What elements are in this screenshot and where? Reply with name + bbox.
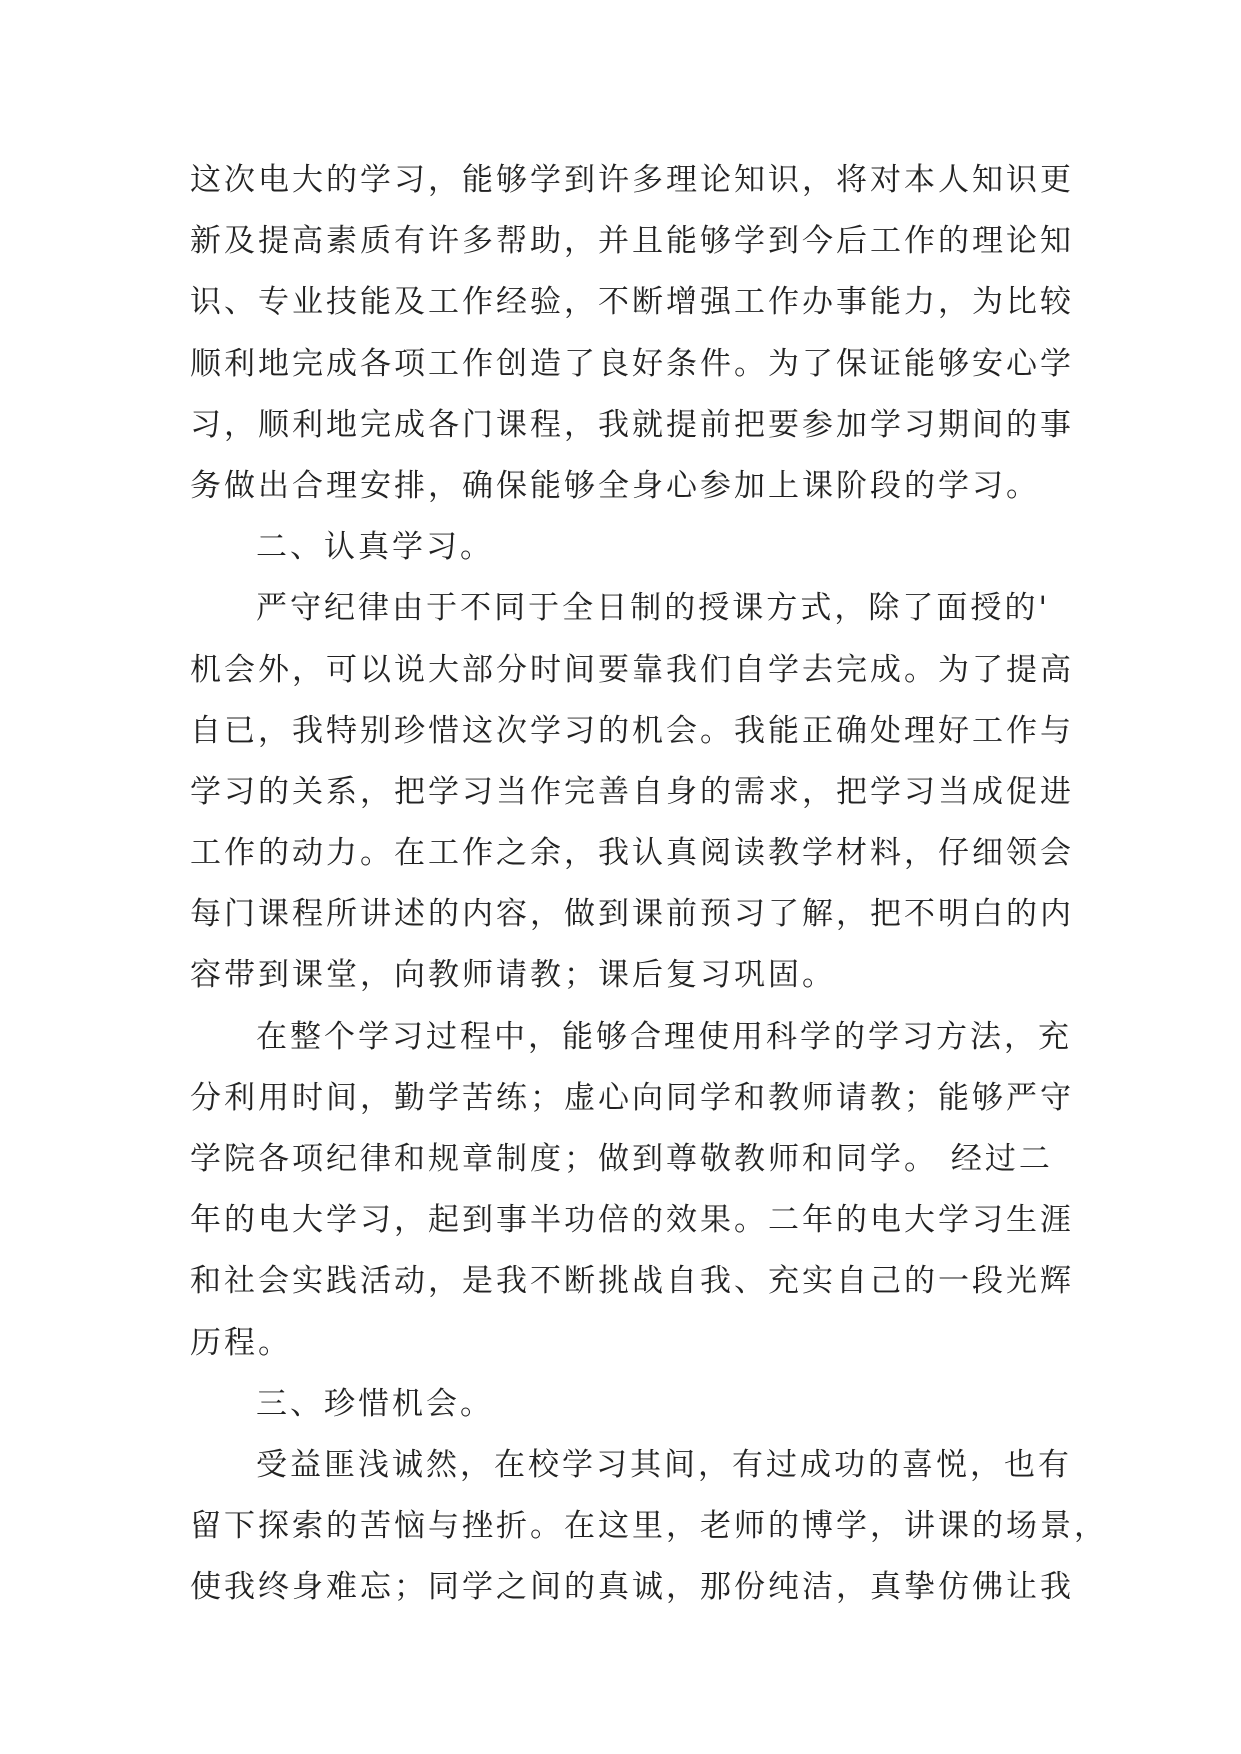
text-line: 学院各项纪律和规章制度；做到尊敬教师和同学。 经过二 — [190, 1141, 1053, 1177]
text-line: 历程。 — [190, 1324, 292, 1361]
text-line: 工作的动力。在工作之余，我认真阅读教学材料，仔细领会 — [190, 835, 1074, 872]
text-line: 习，顺利地完成各门课程，我就提前把要参加学习期间的事 — [190, 406, 1074, 443]
text-line: 自已，我特别珍惜这次学习的机会。我能正确处理好工作与 — [190, 712, 1074, 749]
text-line: 留下探索的苦恼与挫折。在这里，老师的博学，讲课的场景， — [190, 1508, 1108, 1545]
text-line: 学习的关系，把学习当作完善自身的需求，把学习当成促进 — [190, 773, 1074, 810]
text-line: 识、专业技能及工作经验，不断增强工作办事能力，为比较 — [190, 284, 1074, 321]
text-line: 受益匪浅诚然，在校学习其间，有过成功的喜悦，也有 — [256, 1446, 1072, 1483]
text-line: 在整个学习过程中，能够合理使用科学的学习方法，充 — [256, 1018, 1072, 1055]
text-line: 顺利地完成各项工作创造了良好条件。为了保证能够安心学 — [190, 345, 1074, 382]
text-line: 容带到课堂，向教师请教；课后复习巩固。 — [190, 957, 836, 994]
text-line: 和社会实践活动，是我不断挑战自我、充实自己的一段光辉 — [190, 1263, 1074, 1300]
text-line: 机会外，可以说大部分时间要靠我们自学去完成。为了提高 — [190, 651, 1074, 688]
text-line: 分利用时间，勤学苦练；虚心向同学和教师请教；能够严守 — [190, 1079, 1074, 1116]
text-line: 年的电大学习，起到事半功倍的效果。二年的电大学习生涯 — [190, 1202, 1074, 1239]
section-heading: 三、珍惜机会。 — [256, 1385, 494, 1422]
text-line: 务做出合理安排，确保能够全身心参加上课阶段的学习。 — [190, 467, 1040, 504]
text-line: 新及提高素质有许多帮助，并且能够学到今后工作的理论知 — [190, 223, 1074, 260]
section-heading: 二、认真学习。 — [256, 529, 494, 566]
text-line: 使我终身难忘；同学之间的真诚，那份纯洁，真挚仿佛让我 — [190, 1569, 1074, 1606]
text-line: 每门课程所讲述的内容，做到课前预习了解，把不明白的内 — [190, 896, 1074, 933]
document-body — [190, 150, 1108, 1619]
text-line: 这次电大的学习，能够学到许多理论知识，将对本人知识更 — [190, 162, 1074, 198]
text-line: 严守纪律由于不同于全日制的授课方式，除了面授的' — [256, 590, 1050, 627]
